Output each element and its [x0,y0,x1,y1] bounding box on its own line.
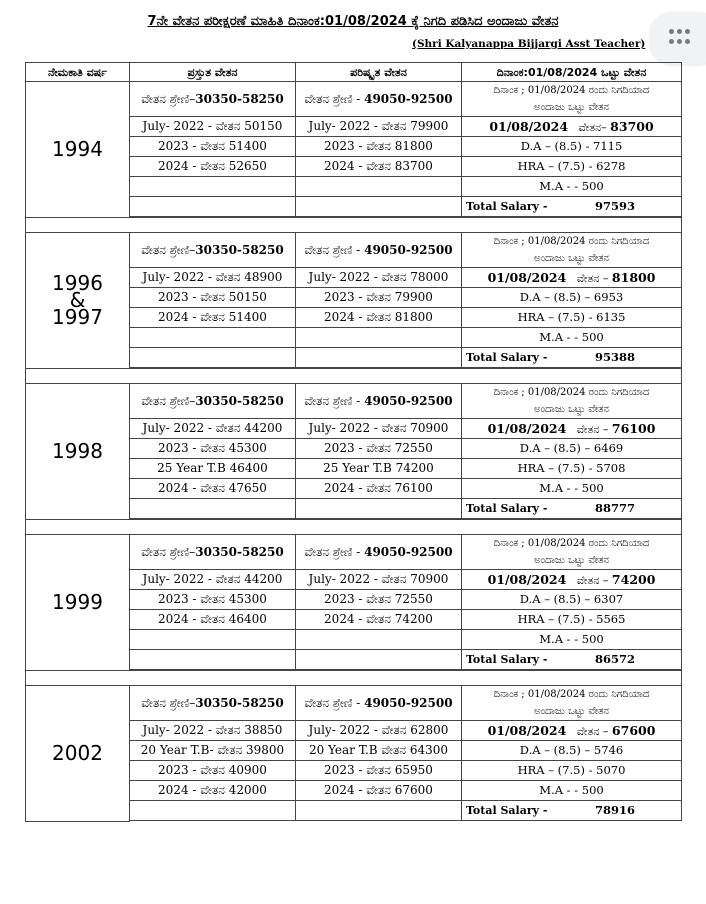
table-row [26,233,682,268]
current-pay-entry: 2023 - ವೇತನ 51400 [130,137,296,157]
current-pay-entry: July- 2022 - ವೇತನ 48900 [130,268,296,288]
current-pay-scale: ವೇತನ ಶ್ರೇಣಿ–30350-58250 [130,82,296,117]
appointment-year [26,233,130,369]
current-pay-entry: 2024 - ವೇತನ 52650 [130,157,296,177]
ma-amount: M.A - - 500 [462,630,682,650]
hra-amount: HRA – (7.5) - 6135 [462,308,682,328]
revised-pay-entry: 2023 - ವೇತನ 72550 [296,439,462,459]
current-pay-entry: 2023 - ವೇತನ 45300 [130,439,296,459]
revised-pay-entry: 2023 - ವೇತನ 65950 [296,761,462,781]
revised-pay-entry [296,650,462,670]
appointment-year-line: 1996 [52,271,103,295]
current-pay-entry: 2023 - ವೇತನ 50150 [130,288,296,308]
table-row [26,82,682,117]
header-total-pay: ದಿನಾಂಕ:01/08/2024 ಒಟ್ಟು ವೇತನ [462,63,682,82]
appointment-year [26,686,130,822]
revised-pay-entry: 20 Year T.B ವೇತನ 64300 [296,741,462,761]
current-pay-entry: 2023 - ವೇತನ 40900 [130,761,296,781]
ma-amount: M.A - - 500 [462,479,682,499]
total-pay-caption: ದಿನಾಂಕ ; 01/08/2024 ರಂದು ನಿಗದಿಯಾದ ಅಂದಾಜು ಒಟ್ಟು ವೇತನ [462,82,682,117]
appointment-year [26,384,130,520]
revised-pay-entry: 2023 - ವೇತನ 81800 [296,137,462,157]
revised-pay-entry [296,328,462,348]
ma-amount: M.A - - 500 [462,328,682,348]
revised-pay-scale: ವೇತನ ಶ್ರೇಣಿ - 49050-92500 [296,686,462,721]
revised-pay-entry: 2024 - ವೇತನ 74200 [296,610,462,630]
current-pay-entry [130,499,296,519]
header-current-pay: ಪ್ರಸ್ತುತ ವೇತನ [130,63,296,82]
revised-pay-entry: 2024 - ವೇತನ 83700 [296,157,462,177]
current-pay-entry [130,630,296,650]
total-pay-caption: ದಿನಾಂಕ ; 01/08/2024 ರಂದು ನಿಗದಿಯಾದ ಅಂದಾಜು ಒಟ್ಟು ವೇತನ [462,535,682,570]
da-amount: D.A – (8.5) - 7115 [462,137,682,157]
revised-pay-entry [296,499,462,519]
revised-pay-entry: 2024 - ವೇತನ 81800 [296,308,462,328]
da-amount: D.A – (8.5) – 5746 [462,741,682,761]
current-pay-entry: 2024 - ವೇತನ 42000 [130,781,296,801]
appointment-year-line: 1998 [52,439,103,463]
hra-amount: HRA – (7.5) - 5708 [462,459,682,479]
current-pay-entry: July- 2022 - ವೇತನ 38850 [130,721,296,741]
table-row [26,686,682,721]
revised-pay-entry: July- 2022 - ವೇತನ 70900 [296,570,462,590]
appointment-year-line: 2002 [52,740,103,765]
current-pay-entry [130,177,296,197]
current-pay-scale: ವೇತನ ಶ್ರೇಣಿ–30350-58250 [130,384,296,419]
current-pay-entry: 20 Year T.B- ವೇತನ 39800 [130,741,296,761]
appointment-year-line: & [69,288,86,312]
total-pay-caption: ದಿನಾಂಕ ; 01/08/2024 ರಂದು ನಿಗದಿಯಾದ ಅಂದಾಜು ಒಟ್ಟು ವೇತನ [462,384,682,419]
current-pay-entry: 2024 - ವೇತನ 47650 [130,479,296,499]
current-pay-scale: ವೇತನ ಶ್ರೇಣಿ–30350-58250 [130,535,296,570]
total-salary: Total Salary - 86572 [462,650,682,670]
appointment-year-line: 1997 [52,305,103,329]
current-pay-entry: 2024 - ವೇತನ 46400 [130,610,296,630]
total-salary: Total Salary - 97593 [462,197,682,217]
current-pay-entry: 2023 - ವೇತನ 45300 [130,590,296,610]
current-pay-entry: July- 2022 - ವೇತನ 44200 [130,419,296,439]
current-pay-entry [130,650,296,670]
hra-amount: HRA – (7.5) - 6278 [462,157,682,177]
da-amount: D.A – (8.5) – 6307 [462,590,682,610]
revised-pay-entry [296,348,462,368]
total-salary: Total Salary - 88777 [462,499,682,519]
revised-pay-entry [296,177,462,197]
current-pay-entry [130,801,296,821]
appointment-year [26,535,130,671]
current-pay-scale: ವೇತನ ಶ್ರೇಣಿ–30350-58250 [130,233,296,268]
revised-pay-entry: 2024 - ವೇತನ 67600 [296,781,462,801]
revised-pay-entry: 2024 - ವೇತನ 76100 [296,479,462,499]
revised-basic-pay: 01/08/2024 ವೇತನ – 67600 [462,721,682,741]
block-separator [26,520,682,535]
header-appointment-year: ನೇಮಕಾತಿ ವರ್ಷ [26,63,130,82]
revised-pay-scale: ವೇತನ ಶ್ರೇಣಿ - 49050-92500 [296,535,462,570]
da-amount: D.A – (8.5) – 6469 [462,439,682,459]
da-amount: D.A – (8.5) – 6953 [462,288,682,308]
revised-pay-entry [296,801,462,821]
revised-basic-pay: 01/08/2024 ವೇತನ– 83700 [462,117,682,137]
table-row [26,384,682,419]
total-pay-caption: ದಿನಾಂಕ ; 01/08/2024 ರಂದು ನಿಗದಿಯಾದ ಅಂದಾಜು ಒಟ್ಟು ವೇತನ [462,686,682,721]
revised-pay-entry [296,630,462,650]
current-pay-entry [130,197,296,217]
revised-pay-entry: July- 2022 - ವೇತನ 79900 [296,117,462,137]
salary-table [25,62,682,822]
block-separator [26,369,682,384]
current-pay-scale: ವೇತನ ಶ್ರೇಣಿ–30350-58250 [130,686,296,721]
total-salary: Total Salary - 78916 [462,801,682,821]
current-pay-entry: 2024 - ವೇತನ 51400 [130,308,296,328]
ma-amount: M.A - - 500 [462,781,682,801]
more-options-icon[interactable] [650,12,706,64]
appointment-year-line: 1994 [52,137,103,161]
header-revised-pay: ಪರಿಷ್ಕೃತ ವೇತನ [296,63,462,82]
page-title: 7ನೇ ವೇತನ ಪರೀಕ್ಷರಣೆ ಮಾಹಿತಿ ದಿನಾಂಕ:01/08/2024 ಕ್ಕೆ ನಿಗದಿ ಪಡಿಸಿದ ಅಂದಾಜು ವೇತನ [147,14,559,29]
block-separator [26,671,682,686]
table-row [26,535,682,570]
teacher-name: (Shri Kalyanappa Bijjargi Asst Teacher) [412,38,646,50]
revised-pay-entry [296,197,462,217]
ma-amount: M.A - - 500 [462,177,682,197]
appointment-year-line: 1999 [52,590,103,614]
hra-amount: HRA – (7.5) - 5070 [462,761,682,781]
revised-pay-scale: ವೇತನ ಶ್ರೇಣಿ - 49050-92500 [296,82,462,117]
revised-basic-pay: 01/08/2024 ವೇತನ – 74200 [462,570,682,590]
revised-basic-pay: 01/08/2024 ವೇತನ – 81800 [462,268,682,288]
current-pay-entry [130,348,296,368]
hra-amount: HRA – (7.5) - 5565 [462,610,682,630]
revised-pay-entry: July- 2022 - ವೇತನ 62800 [296,721,462,741]
revised-pay-entry: July- 2022 - ವೇತನ 78000 [296,268,462,288]
revised-pay-entry: 25 Year T.B 74200 [296,459,462,479]
revised-basic-pay: 01/08/2024 ವೇತನ – 76100 [462,419,682,439]
revised-pay-scale: ವೇತನ ಶ್ರೇಣಿ - 49050-92500 [296,384,462,419]
revised-pay-entry: 2023 - ವೇತನ 79900 [296,288,462,308]
revised-pay-entry: 2023 - ವೇತನ 72550 [296,590,462,610]
current-pay-entry: July- 2022 - ವೇತನ 44200 [130,570,296,590]
current-pay-entry [130,328,296,348]
total-salary: Total Salary - 95388 [462,348,682,368]
revised-pay-scale: ವೇತನ ಶ್ರೇಣಿ - 49050-92500 [296,233,462,268]
current-pay-entry: 25 Year T.B 46400 [130,459,296,479]
table-header-row [26,63,682,82]
block-separator [26,218,682,233]
total-pay-caption: ದಿನಾಂಕ ; 01/08/2024 ರಂದು ನಿಗದಿಯಾದ ಅಂದಾಜು ಒಟ್ಟು ವೇತನ [462,233,682,268]
current-pay-entry: July- 2022 - ವೇತನ 50150 [130,117,296,137]
revised-pay-entry: July- 2022 - ವೇತನ 70900 [296,419,462,439]
appointment-year [26,82,130,218]
